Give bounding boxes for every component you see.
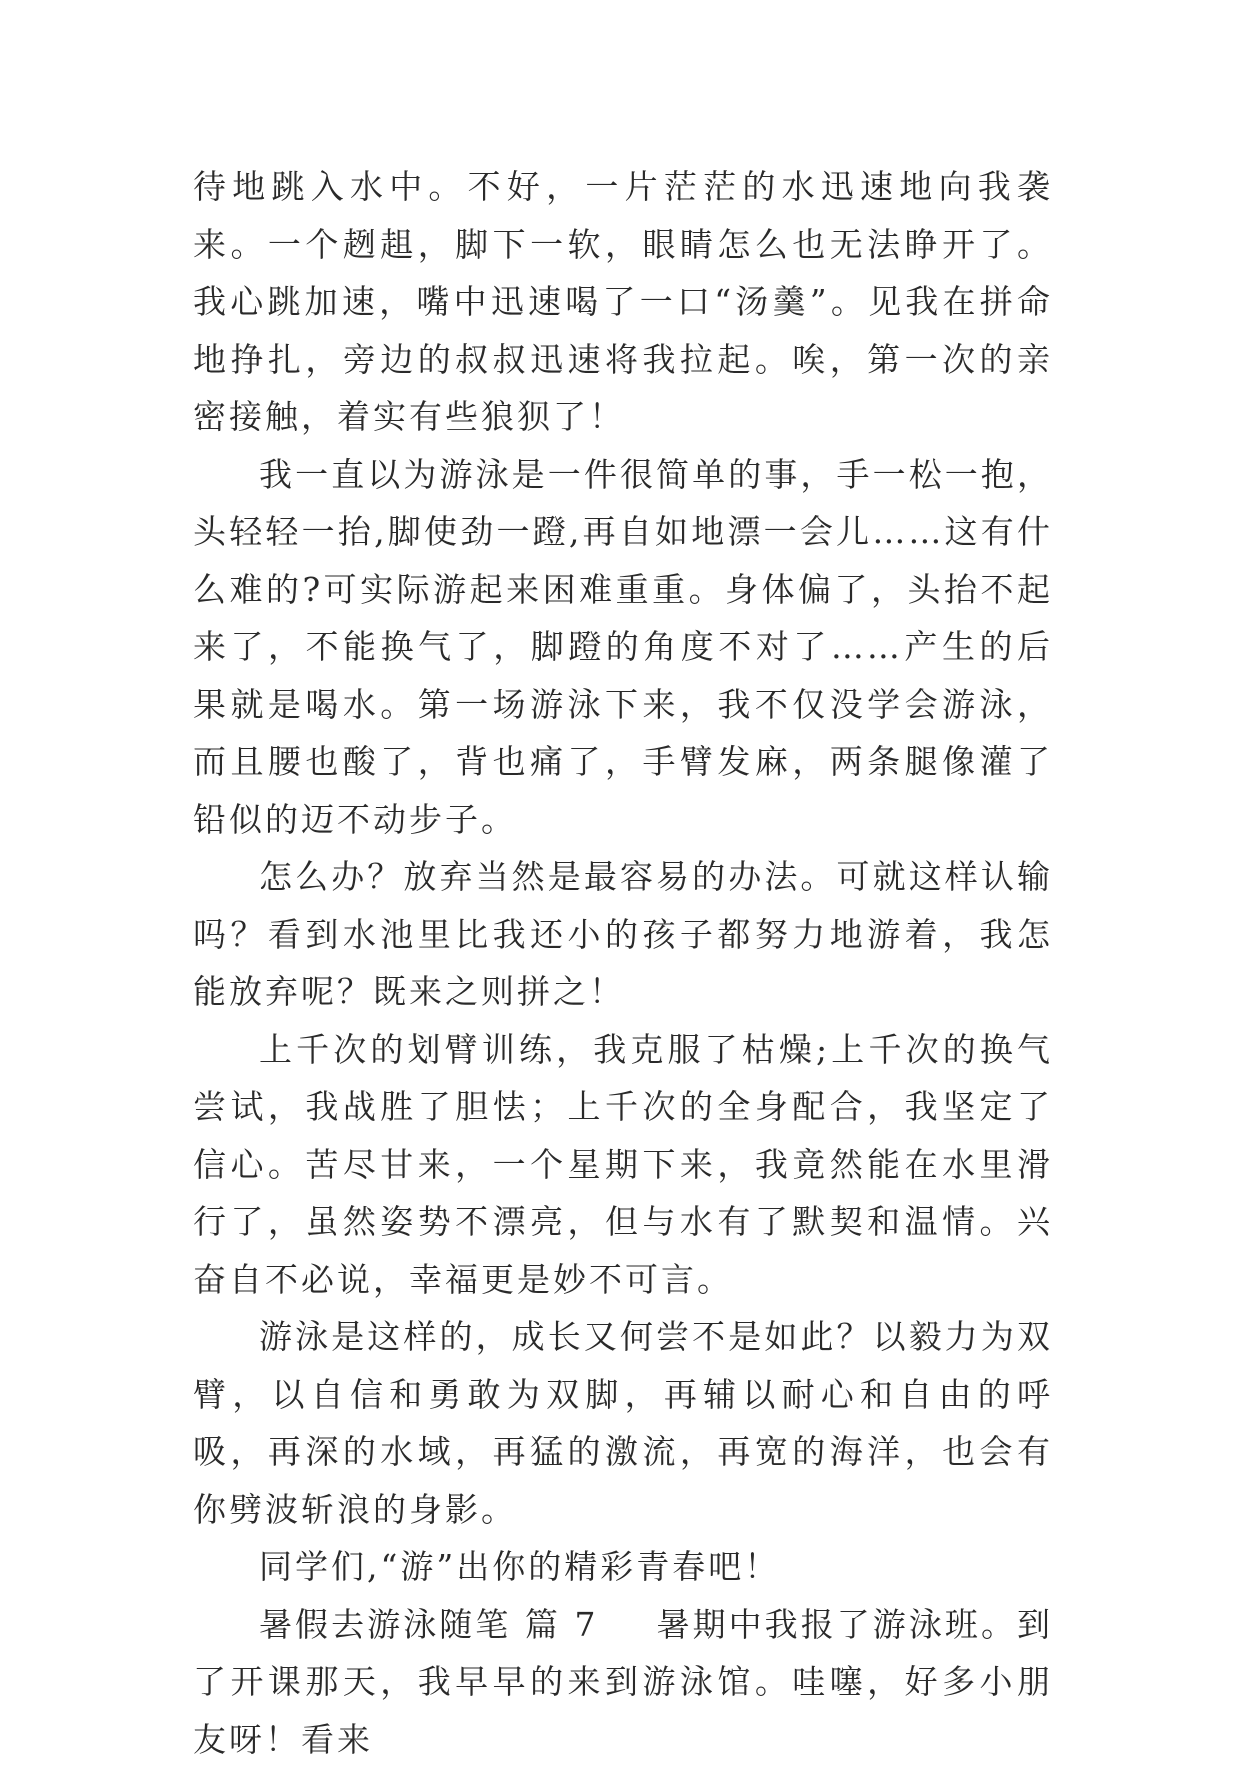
section-paragraph [193, 1596, 1053, 1768]
paragraph-2: 我一直以为游泳是一件很简单的事，手一松一抱，头轻轻一抬,脚使劲一蹬,再自如地漂一会儿……这有什么难的?可实际游起来困难重重。身体偏了，头抬不起来了，不能换气了，脚蹬的角度不对了……产生的后果就是喝水。第一场游泳下来，我不仅没学会游泳，而且腰也酸了，背也痛了，手臂发麻，两条腿像灌了铅似的迈不动步子。 [193, 446, 1053, 849]
paragraph-3: 怎么办？放弃当然是最容易的办法。可就这样认输吗？看到水池里比我还小的孩子都努力地游着，我怎能放弃呢？既来之则拼之！ [193, 848, 1053, 1021]
section-heading: 暑假去游泳随笔 篇 7 [259, 1605, 598, 1644]
paragraph-5: 游泳是这样的，成长又何尝不是如此？以毅力为双臂，以自信和勇敢为双脚，再辅以耐心和自由的呼吸，再深的水域，再猛的激流，再宽的海洋，也会有你劈波斩浪的身影。 [193, 1308, 1053, 1538]
paragraph-6: 同学们,“游”出你的精彩青春吧！ [193, 1538, 1053, 1596]
document-body [193, 158, 1053, 1768]
paragraph-1: 待地跳入水中。不好，一片茫茫的水迅速地向我袭来。一个趔趄，脚下一软，眼睛怎么也无法睁开了。我心跳加速，嘴中迅速喝了一口“汤羹”。见我在拼命地挣扎，旁边的叔叔迅速将我拉起。唉，第一次的亲密接触，着实有些狼狈了！ [193, 158, 1053, 446]
section-body: 暑期中我报了游泳班。到了开课那天，我早早的来到游泳馆。哇噻，好多小朋友呀！看来 [193, 1605, 1053, 1759]
paragraph-4: 上千次的划臂训练，我克服了枯燥;上千次的换气尝试，我战胜了胆怯；上千次的全身配合，我坚定了信心。苦尽甘来，一个星期下来，我竟然能在水里滑行了，虽然姿势不漂亮，但与水有了默契和温情。兴奋自不必说，幸福更是妙不可言。 [193, 1021, 1053, 1309]
